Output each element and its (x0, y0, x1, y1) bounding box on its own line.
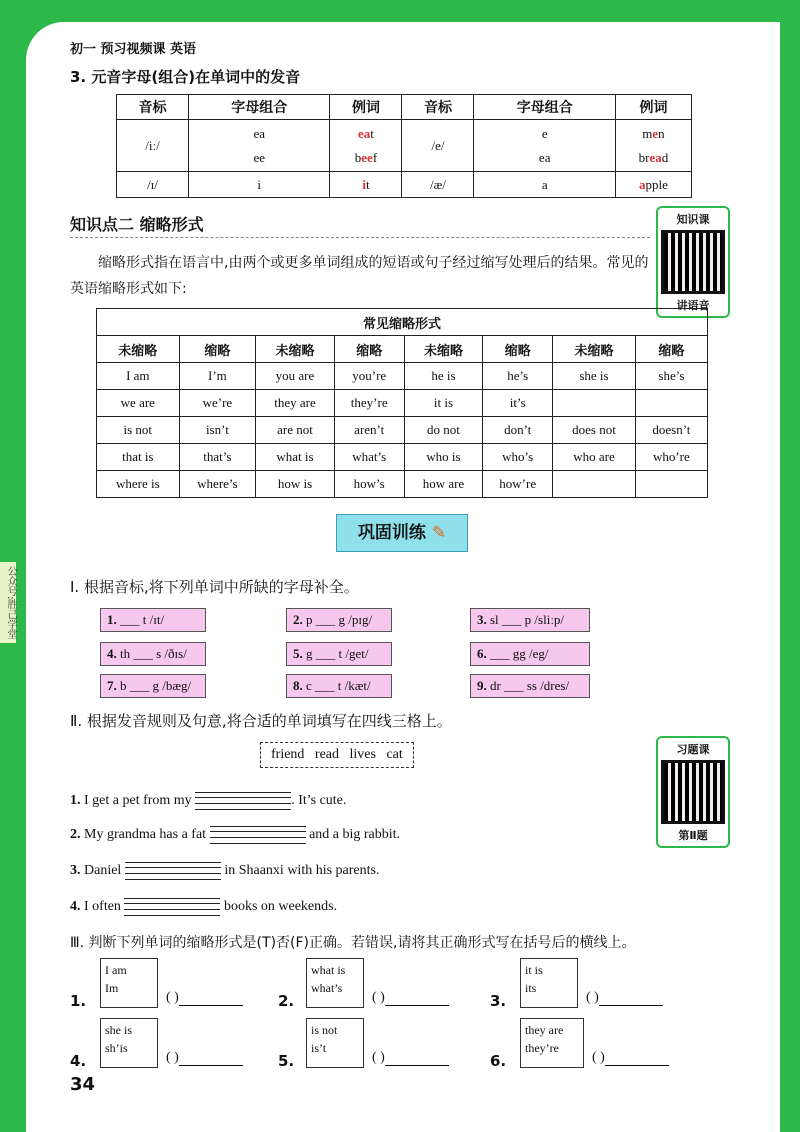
cell: do not (404, 417, 483, 444)
combo-a: ea (253, 125, 265, 141)
exercise-item[interactable]: 5. g ___ t /get/ (286, 642, 392, 666)
exercise-item[interactable]: 6. ___ gg /eg/ (470, 642, 590, 666)
scroll-card: I am Im (100, 958, 158, 1008)
cell: don’t (483, 417, 553, 444)
header-title: 初一 预习视频课 英语 (70, 42, 197, 57)
cell: what’s (334, 444, 404, 471)
th: 缩略 (179, 336, 256, 363)
answer-area[interactable]: ( ) (372, 1050, 449, 1066)
part-3-title: Ⅲ. 判断下列单词的缩略形式是(T)否(F)正确。若错误,请将其正确形式写在括号后的横线上。 (70, 935, 636, 951)
item-number: 3. (490, 992, 507, 1010)
phonetic: /e/ (402, 120, 474, 172)
th: 未缩略 (404, 336, 483, 363)
cell (635, 390, 707, 417)
table-row (97, 444, 708, 471)
cell: aren’t (334, 417, 404, 444)
example-apple: apple (615, 172, 691, 198)
cell: who is (404, 444, 483, 471)
example (330, 120, 402, 172)
cell (553, 390, 636, 417)
word-bank: friend read lives cat (260, 742, 414, 768)
combo-b: ea (538, 149, 551, 165)
th: 音标 (117, 95, 189, 120)
pencil-icon: ✎ (431, 523, 447, 543)
cell: that’s (179, 444, 256, 471)
answer-area[interactable]: ( ) (166, 1050, 243, 1066)
item-number: 1. (70, 992, 87, 1010)
qr-code-icon (661, 230, 725, 294)
four-line-blank[interactable] (210, 826, 306, 844)
cell: isn’t (179, 417, 256, 444)
exercise-item[interactable]: 2. p ___ g /pɪg/ (286, 608, 392, 632)
cell: where is (97, 471, 180, 498)
item-number: 5. (278, 1052, 295, 1070)
table-row (97, 417, 708, 444)
phonetic: /ɪ/ (117, 172, 189, 198)
cell: they are (256, 390, 335, 417)
cell: we’re (179, 390, 256, 417)
qr-top-label: 习题课 (676, 743, 710, 756)
cell: I’m (179, 363, 256, 390)
cell (635, 471, 707, 498)
part-2-title: Ⅱ. 根据发音规则及句意,将合适的单词填写在四线三格上。 (70, 712, 452, 730)
combo-b: ee (253, 149, 265, 165)
cell: who are (553, 444, 636, 471)
cell: he is (404, 363, 483, 390)
cell: where’s (179, 471, 256, 498)
example (615, 120, 691, 172)
cell: it is (404, 390, 483, 417)
th: 缩略 (334, 336, 404, 363)
cell: we are (97, 390, 180, 417)
scroll-card: what is what’s (306, 958, 364, 1008)
four-line-blank[interactable] (124, 898, 220, 916)
scroll-card: it is its (520, 958, 578, 1008)
cell: you’re (334, 363, 404, 390)
th: 例词 (615, 95, 691, 120)
th: 字母组合 (188, 95, 330, 120)
example-men: men (642, 125, 665, 141)
section-3-title: 3. 元音字母(组合)在单词中的发音 (70, 68, 301, 86)
cell: she is (553, 363, 636, 390)
abbr-caption: 常见缩略形式 (97, 309, 708, 336)
exercise-item[interactable]: 3. sl ___ p /sliːp/ (470, 608, 590, 632)
cell: she’s (635, 363, 707, 390)
item-number: 4. (70, 1052, 87, 1070)
phonetic: /iː/ (117, 120, 189, 172)
th: 未缩略 (97, 336, 180, 363)
scroll-card: is not is’t (306, 1018, 364, 1068)
vowel-table (116, 94, 692, 198)
answer-area[interactable]: ( ) (166, 990, 243, 1006)
th: 缩略 (483, 336, 553, 363)
table-row (97, 390, 708, 417)
qr-card-exercise[interactable] (656, 736, 730, 848)
phonetic: /æ/ (402, 172, 474, 198)
cell: does not (553, 417, 636, 444)
table-row (97, 363, 708, 390)
example-bread: bread (638, 149, 669, 165)
answer-area[interactable]: ( ) (586, 990, 663, 1006)
cell: what is (256, 444, 335, 471)
th: 缩略 (635, 336, 707, 363)
sentence-2: 2. My grandma has a fat and a big rabbit. (70, 827, 401, 843)
combo: a (474, 172, 616, 198)
exercise-item[interactable]: 1. ___ t /ɪt/ (100, 608, 206, 632)
item-number: 6. (490, 1052, 507, 1070)
cell: they’re (334, 390, 404, 417)
qr-card-lesson[interactable] (656, 206, 730, 318)
practice-banner (336, 514, 468, 552)
exercise-item[interactable]: 7. b ___ g /bæg/ (100, 674, 206, 698)
item-number: 2. (278, 992, 295, 1010)
side-watermark: 公众号:胜己学堂 (0, 562, 16, 643)
cell: how are (404, 471, 483, 498)
four-line-blank[interactable] (195, 792, 291, 810)
combo (188, 120, 330, 172)
cell: you are (256, 363, 335, 390)
page-number: 34 (70, 1074, 96, 1095)
qr-code-icon (661, 760, 725, 824)
example-it: it (330, 172, 402, 198)
cell: how is (256, 471, 335, 498)
page (26, 22, 780, 1132)
cell: that is (97, 444, 180, 471)
part-3-items (70, 958, 760, 1098)
cell: how’re (483, 471, 553, 498)
qr-bottom-label: 第Ⅱ题 (678, 829, 708, 842)
combo (474, 120, 616, 172)
answer-area[interactable]: ( ) (592, 1050, 669, 1066)
knowledge-point-2-title: 知识点二 缩略形式 (70, 212, 650, 238)
qr-bottom-label: 讲语音 (676, 299, 710, 312)
scroll-card: they are they’re (520, 1018, 584, 1068)
cell: how’s (334, 471, 404, 498)
exercise-item[interactable]: 9. dr ___ ss /dres/ (470, 674, 590, 698)
scroll-card: she is sh’is (100, 1018, 158, 1068)
cell: doesn’t (635, 417, 707, 444)
sentence-4: 4. I often books on weekends. (70, 899, 338, 915)
answer-area[interactable]: ( ) (372, 990, 449, 1006)
cell: who’s (483, 444, 553, 471)
table-row (97, 471, 708, 498)
qr-top-label: 知识课 (676, 213, 710, 226)
example-beef: beef (354, 149, 378, 165)
sentence-3: 3. Daniel in Shaanxi with his parents. (70, 863, 380, 879)
cell: I am (97, 363, 180, 390)
combo: i (188, 172, 330, 198)
cell: who’re (635, 444, 707, 471)
cell: he’s (483, 363, 553, 390)
th: 音标 (402, 95, 474, 120)
abbreviation-table (96, 308, 708, 498)
combo-a: e (541, 125, 548, 141)
cell (553, 471, 636, 498)
exercise-item[interactable]: 8. c ___ t /kæt/ (286, 674, 392, 698)
th: 未缩略 (256, 336, 335, 363)
exercise-item[interactable]: 4. th ___ s /ðɪs/ (100, 642, 206, 666)
sentence-1: 1. I get a pet from my . It’s cute. (70, 793, 347, 809)
part-1-title: Ⅰ. 根据音标,将下列单词中所缺的字母补全。 (70, 578, 359, 596)
cell: is not (97, 417, 180, 444)
th: 例词 (330, 95, 402, 120)
th: 未缩略 (553, 336, 636, 363)
th: 字母组合 (474, 95, 616, 120)
cell: are not (256, 417, 335, 444)
cell: it’s (483, 390, 553, 417)
knowledge-point-2-paragraph: 缩略形式指在语言中,由两个或更多单词组成的短语或句子经过缩写处理后的结果。常见的英语缩略形式如下: (70, 255, 649, 297)
example-eat: eat (358, 125, 374, 141)
banner-label: 巩固训练 (357, 523, 426, 543)
four-line-blank[interactable] (125, 862, 221, 880)
